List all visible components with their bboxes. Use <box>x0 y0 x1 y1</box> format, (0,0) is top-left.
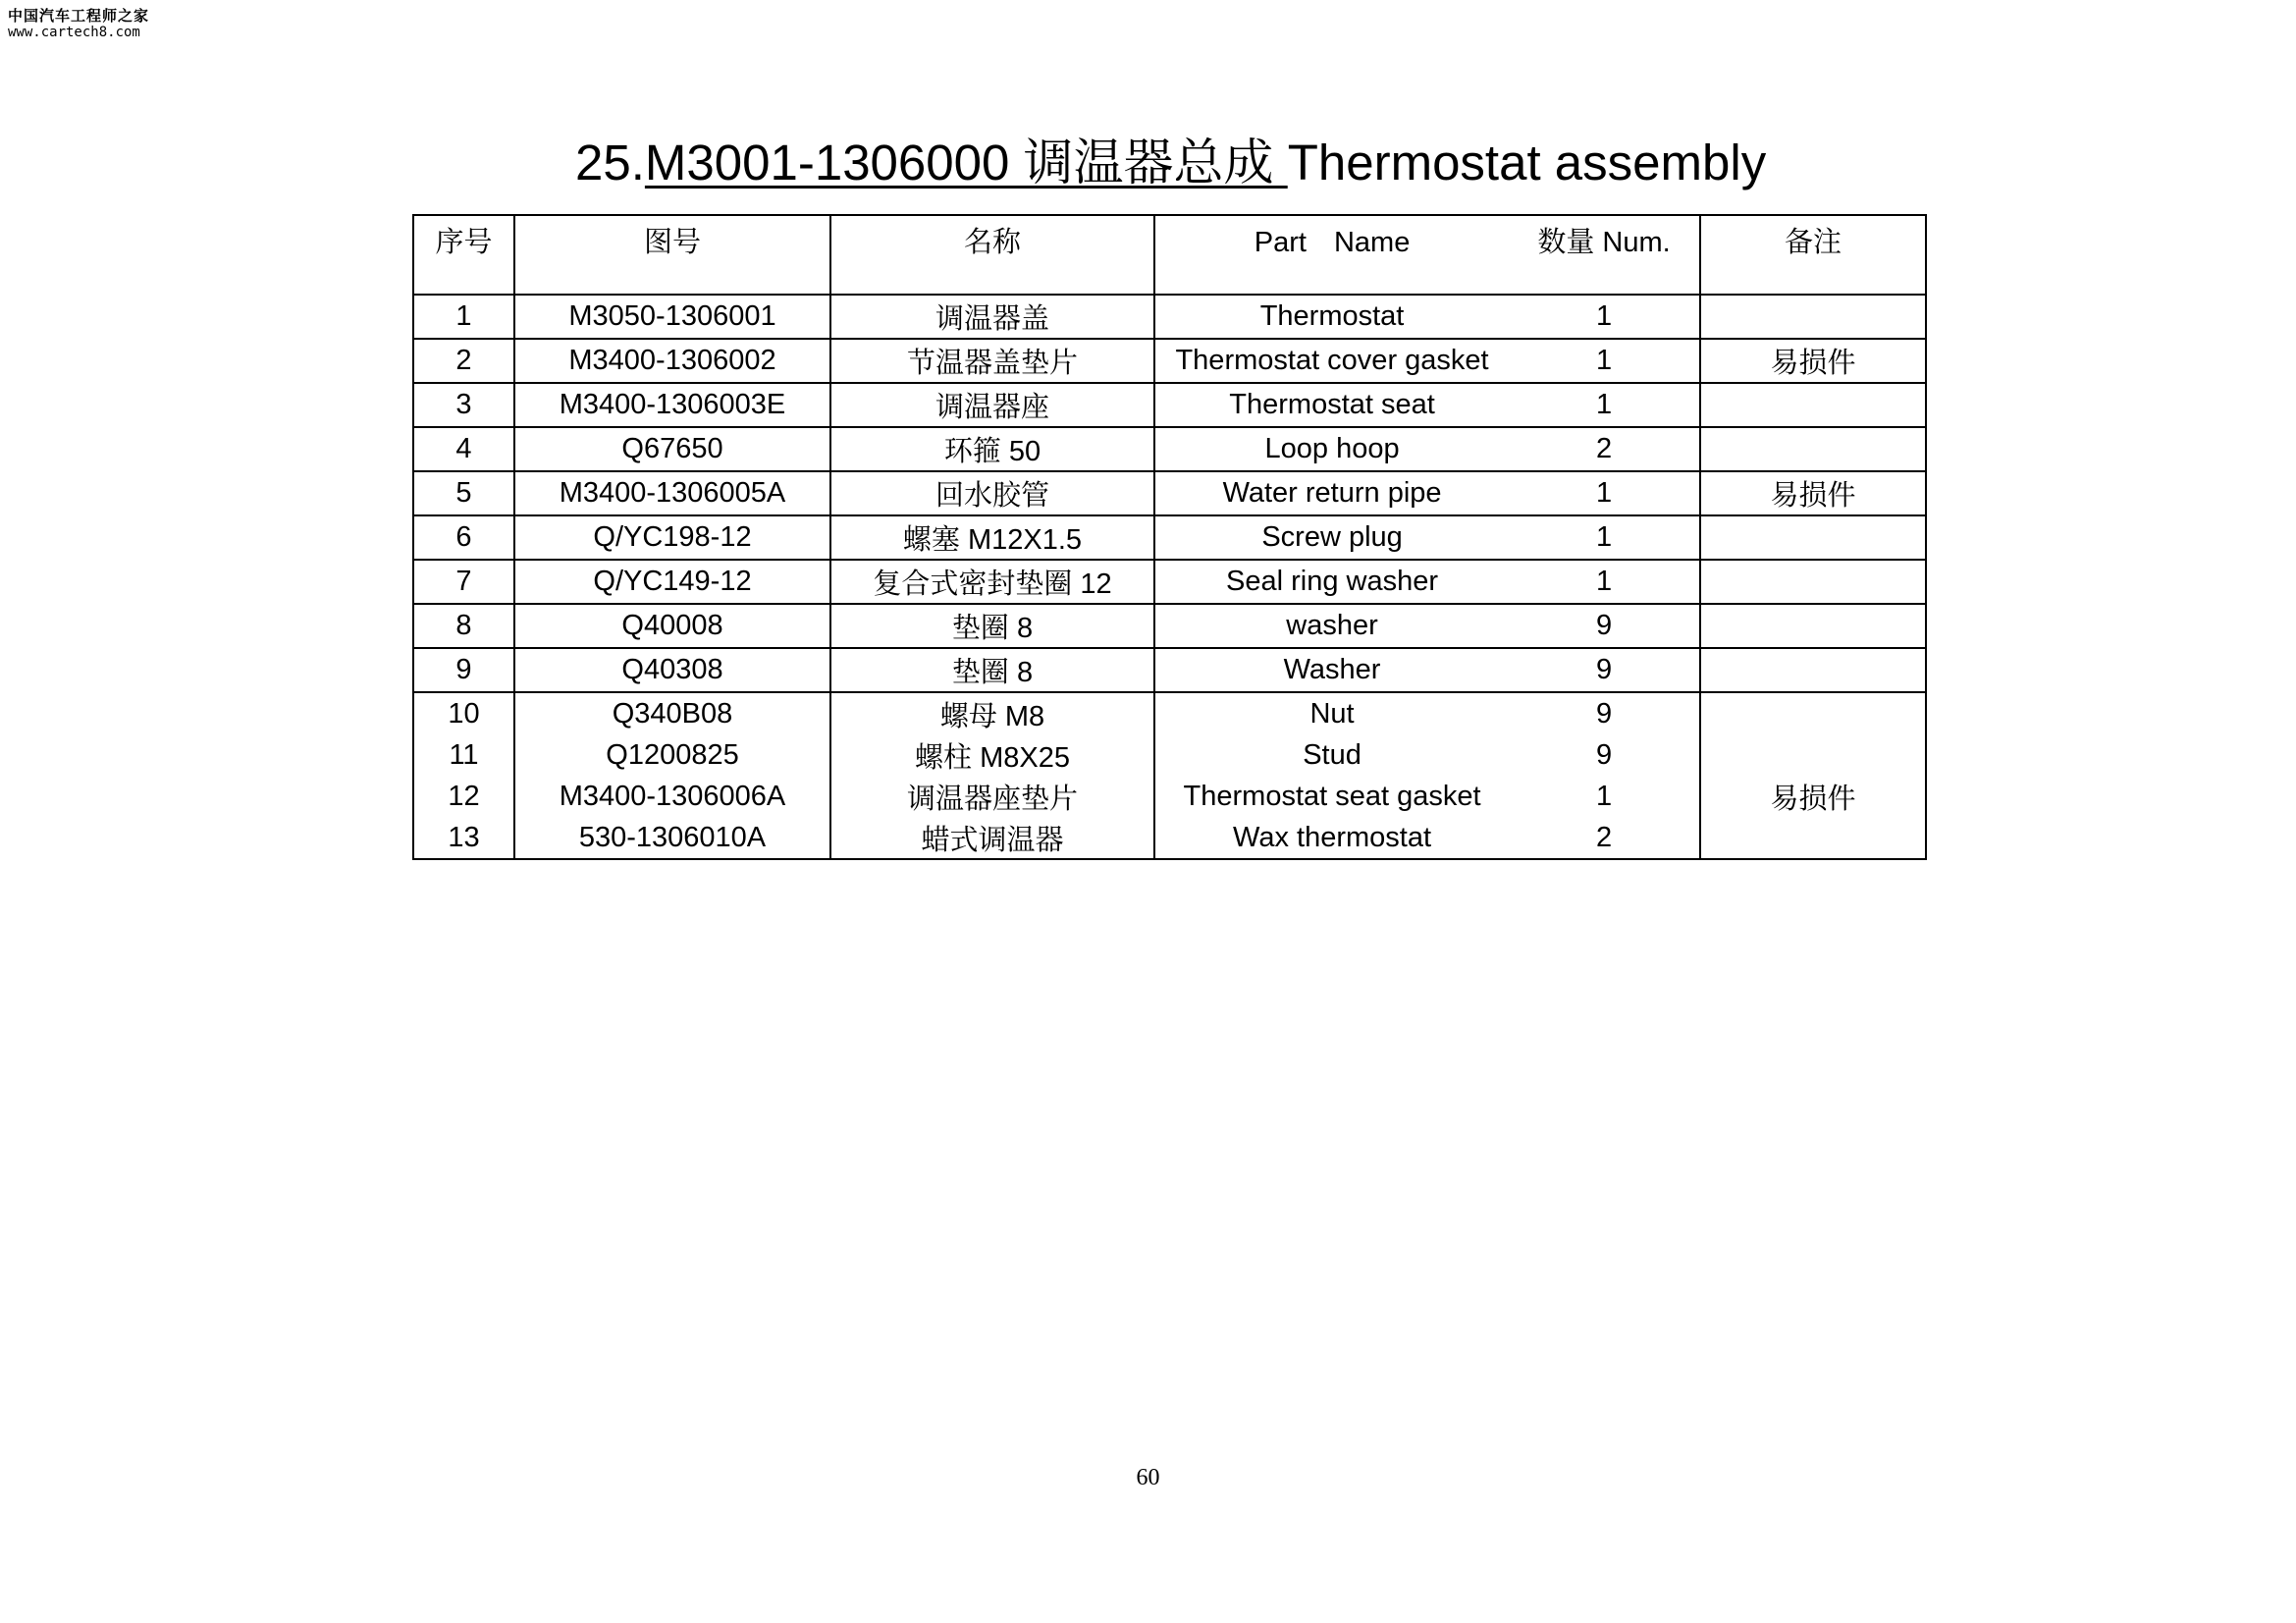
cell <box>514 734 830 776</box>
cell <box>413 604 514 648</box>
cell-drawing-no: M3400-1306006A <box>559 780 786 812</box>
cell <box>830 604 1154 648</box>
table-row <box>413 295 1926 339</box>
cell <box>413 295 514 339</box>
table-row <box>413 776 1926 817</box>
cell <box>413 339 514 383</box>
cell-qty: 1 <box>1595 566 1613 597</box>
title-english: Thermostat assembly <box>1287 135 1767 190</box>
title-part-number: M3001-1306000 调温器总成 <box>644 135 1288 190</box>
cell <box>1700 471 1926 515</box>
cell-part-name-qty <box>1154 734 1700 776</box>
cell-seq: 7 <box>455 566 472 597</box>
cell <box>514 383 830 427</box>
cell <box>514 427 830 471</box>
cell-part-name-qty <box>1154 817 1700 859</box>
cell-qty: 1 <box>1595 300 1613 332</box>
cell-drawing-no: M3400-1306003E <box>559 389 786 420</box>
cell <box>413 560 514 604</box>
table-row <box>413 734 1926 776</box>
cell-qty: 1 <box>1595 521 1613 553</box>
cell <box>1700 339 1926 383</box>
cell-part-name-qty <box>1154 604 1700 648</box>
cell <box>514 776 830 817</box>
cell-qty: 1 <box>1595 780 1613 812</box>
cell-qty: 2 <box>1595 821 1613 853</box>
cell <box>830 560 1154 604</box>
cell-qty: 9 <box>1595 654 1613 685</box>
cell <box>413 471 514 515</box>
header-part-name: Part Name <box>1254 227 1411 258</box>
cell <box>1700 383 1926 427</box>
cell <box>413 648 514 692</box>
cell <box>830 383 1154 427</box>
cell <box>830 295 1154 339</box>
cell <box>830 692 1154 734</box>
header-qty: 数量 Num. <box>1537 227 1671 258</box>
cell-seq: 11 <box>449 738 479 771</box>
header-drawing-no: 图号 <box>514 215 830 295</box>
cell-part-name: Nut <box>1309 697 1355 730</box>
cell-part-name-qty <box>1154 383 1700 427</box>
cell <box>1700 515 1926 560</box>
cell <box>514 692 830 734</box>
page-title <box>575 137 1766 188</box>
cell-seq: 2 <box>455 345 472 376</box>
cell <box>1700 604 1926 648</box>
cell-drawing-no: 530-1306010A <box>578 821 767 853</box>
cell-part-name: Thermostat seat <box>1229 389 1435 420</box>
cell-seq: 3 <box>455 389 472 420</box>
table-row <box>413 383 1926 427</box>
cell-qty: 9 <box>1595 610 1613 641</box>
cell <box>1700 427 1926 471</box>
cell-drawing-no: Q1200825 <box>606 738 739 771</box>
cell-remark: 易损件 <box>1770 480 1856 512</box>
cell-drawing-no: Q40008 <box>621 610 723 641</box>
table-row <box>413 471 1926 515</box>
cell-part-name-qty <box>1154 339 1700 383</box>
header-seq: 序号 <box>413 215 514 295</box>
cell <box>1700 295 1926 339</box>
cell-part-name: Washer <box>1283 654 1381 685</box>
cell <box>413 515 514 560</box>
header-part-name-qty <box>1154 215 1700 295</box>
cell-seq: 1 <box>455 300 472 332</box>
cell-part-name: Seal ring washer <box>1226 566 1439 597</box>
table-row <box>413 692 1926 734</box>
cell-part-name-qty <box>1154 295 1700 339</box>
cell-seq: 13 <box>448 821 480 853</box>
cell-part-name-qty <box>1154 776 1700 817</box>
cell-part-name-qty <box>1154 471 1700 515</box>
cell-drawing-no: M3400-1306005A <box>559 477 786 509</box>
cell <box>1700 692 1926 734</box>
cell <box>830 817 1154 859</box>
cell-name-cn: 蜡式调温器 <box>921 824 1064 856</box>
cell <box>830 427 1154 471</box>
cell-seq: 4 <box>455 433 472 464</box>
page-number: 60 <box>1136 1465 1160 1490</box>
cell-name-cn: 垫圈 8 <box>951 657 1034 688</box>
cell <box>413 817 514 859</box>
cell-part-name: Loop hoop <box>1264 433 1400 464</box>
cell-qty: 1 <box>1595 345 1613 376</box>
cell-part-name: Wax thermostat <box>1233 821 1432 853</box>
cell-seq: 8 <box>455 610 472 641</box>
cell-drawing-no: Q40308 <box>621 654 723 685</box>
cell-drawing-no: M3400-1306002 <box>568 345 776 376</box>
cell-seq: 5 <box>455 477 472 509</box>
table-row <box>413 648 1926 692</box>
cell-name-cn: 环箍 50 <box>943 436 1041 467</box>
cell-part-name: Thermostat <box>1259 300 1405 332</box>
cell-part-name: Thermostat seat gasket <box>1183 780 1481 812</box>
cell <box>413 734 514 776</box>
cell-drawing-no: Q67650 <box>621 433 723 464</box>
cell-part-name-qty <box>1154 515 1700 560</box>
cell <box>1700 648 1926 692</box>
cell-qty: 1 <box>1595 477 1613 509</box>
table-row <box>413 817 1926 859</box>
header-remark: 备注 <box>1700 215 1926 295</box>
table-row <box>413 560 1926 604</box>
cell <box>413 383 514 427</box>
table-row <box>413 339 1926 383</box>
cell <box>830 471 1154 515</box>
cell <box>514 604 830 648</box>
cell-name-cn: 螺塞 M12X1.5 <box>902 524 1083 556</box>
cell <box>1700 734 1926 776</box>
watermark-url: www.cartech8.com <box>8 25 140 41</box>
cell <box>1700 560 1926 604</box>
cell-drawing-no: Q/YC198-12 <box>593 521 752 553</box>
cell <box>514 817 830 859</box>
cell <box>514 560 830 604</box>
cell <box>413 427 514 471</box>
cell <box>413 692 514 734</box>
header-name-cn: 名称 <box>830 215 1154 295</box>
table-row <box>413 515 1926 560</box>
cell-drawing-no: Q/YC149-12 <box>593 566 752 597</box>
cell <box>514 339 830 383</box>
cell-part-name-qty <box>1154 692 1700 734</box>
cell-part-name: Water return pipe <box>1222 477 1442 509</box>
cell-part-name: Stud <box>1303 738 1362 771</box>
cell-qty: 9 <box>1595 697 1613 730</box>
cell <box>514 471 830 515</box>
parts-table <box>412 214 1927 860</box>
cell-name-cn: 调温器座 <box>934 392 1049 423</box>
cell-qty: 9 <box>1595 738 1613 771</box>
cell-part-name: Thermostat cover gasket <box>1175 345 1489 376</box>
cell-seq: 9 <box>455 654 472 685</box>
cell <box>514 515 830 560</box>
cell-name-cn: 节温器盖垫片 <box>906 348 1078 379</box>
cell-name-cn: 调温器座垫片 <box>906 783 1078 815</box>
cell <box>830 776 1154 817</box>
cell-part-name: Screw plug <box>1261 521 1403 553</box>
watermark <box>8 8 149 40</box>
title-prefix: 25. <box>575 135 645 190</box>
cell-drawing-no: Q340B08 <box>612 697 733 730</box>
cell-part-name: washer <box>1286 610 1378 641</box>
table-row <box>413 604 1926 648</box>
cell-qty: 2 <box>1595 433 1613 464</box>
cell <box>1700 776 1926 817</box>
cell-name-cn: 调温器盖 <box>934 303 1049 335</box>
cell-name-cn: 螺柱 M8X25 <box>915 741 1070 774</box>
table-header-row <box>413 215 1926 295</box>
cell-remark: 易损件 <box>1770 348 1856 379</box>
cell-remark: 易损件 <box>1770 783 1856 815</box>
cell-qty: 1 <box>1595 389 1613 420</box>
cell-part-name-qty <box>1154 648 1700 692</box>
watermark-site-name: 中国汽车工程师之家 <box>8 7 150 25</box>
cell <box>514 295 830 339</box>
cell <box>830 648 1154 692</box>
cell <box>830 339 1154 383</box>
cell <box>514 648 830 692</box>
cell-drawing-no: M3050-1306001 <box>568 300 776 332</box>
cell-name-cn: 回水胶管 <box>934 480 1049 512</box>
cell <box>830 734 1154 776</box>
cell <box>1700 817 1926 859</box>
cell-seq: 10 <box>448 697 480 730</box>
cell <box>830 515 1154 560</box>
cell-name-cn: 垫圈 8 <box>951 613 1034 644</box>
cell-seq: 12 <box>448 780 480 812</box>
cell-part-name-qty <box>1154 427 1700 471</box>
cell-part-name-qty <box>1154 560 1700 604</box>
cell-seq: 6 <box>455 521 472 553</box>
cell-name-cn: 螺母 M8 <box>939 700 1045 732</box>
cell <box>413 776 514 817</box>
table-row <box>413 427 1926 471</box>
cell-name-cn: 复合式密封垫圈 12 <box>873 568 1112 600</box>
